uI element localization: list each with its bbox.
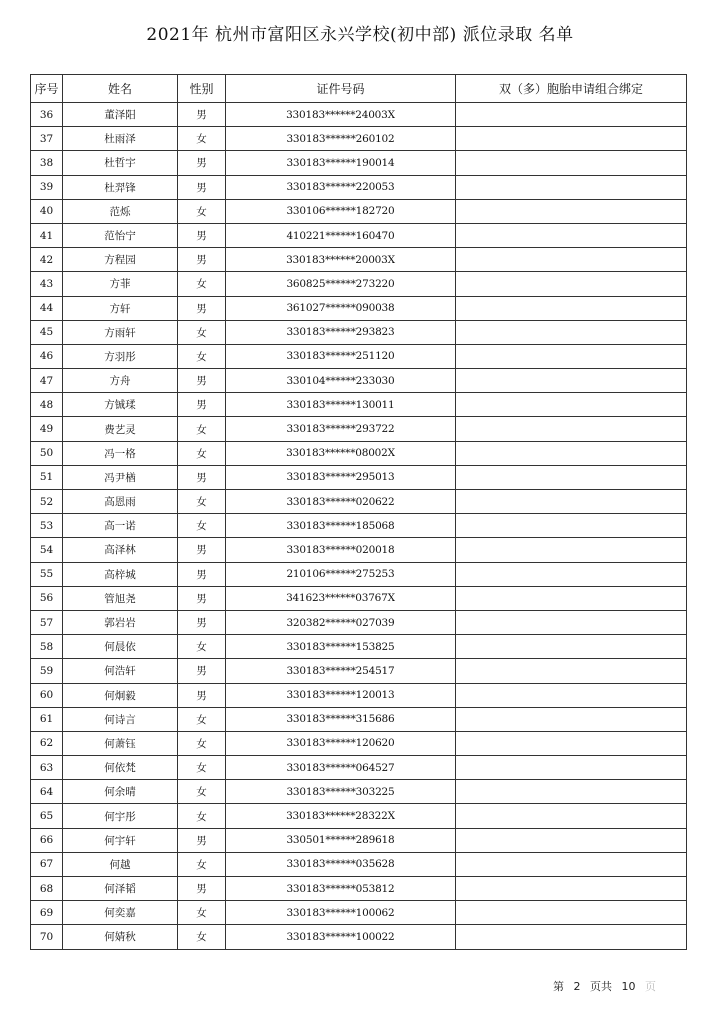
- row-number: 65: [31, 804, 63, 828]
- table-row: [31, 175, 687, 199]
- student-name: 何越: [63, 852, 178, 876]
- student-name: 何宇彤: [63, 804, 178, 828]
- student-name: 高恩雨: [63, 490, 178, 514]
- student-gender: 女: [178, 804, 226, 828]
- student-gender: 男: [178, 538, 226, 562]
- student-gender: 女: [178, 127, 226, 151]
- row-number: 51: [31, 465, 63, 489]
- table-header-row: [31, 75, 687, 103]
- row-number: 69: [31, 901, 63, 925]
- student-name: 杜雨泽: [63, 127, 178, 151]
- twin-binding: [456, 804, 687, 828]
- twin-binding: [456, 175, 687, 199]
- table-row: [31, 223, 687, 247]
- student-gender: 女: [178, 780, 226, 804]
- row-number: 66: [31, 828, 63, 852]
- row-number: 50: [31, 441, 63, 465]
- table-row: [31, 103, 687, 127]
- row-number: 70: [31, 925, 63, 949]
- row-number: 40: [31, 199, 63, 223]
- twin-binding: [456, 562, 687, 586]
- row-number: 58: [31, 635, 63, 659]
- table-row: [31, 731, 687, 755]
- id-number: 330183******190014: [226, 151, 456, 175]
- student-gender: 男: [178, 683, 226, 707]
- page-current: 2: [573, 980, 581, 993]
- table-row: [31, 514, 687, 538]
- table-row: [31, 490, 687, 514]
- student-gender: 男: [178, 369, 226, 393]
- student-name: 冯尹楢: [63, 465, 178, 489]
- id-number: 330183******28322X: [226, 804, 456, 828]
- table-row: [31, 369, 687, 393]
- twin-binding: [456, 635, 687, 659]
- student-gender: 女: [178, 514, 226, 538]
- id-number: 330183******295013: [226, 465, 456, 489]
- table-row: [31, 901, 687, 925]
- student-name: 高梓城: [63, 562, 178, 586]
- page-title: 2021年 杭州市富阳区永兴学校(初中部) 派位录取 名单: [146, 25, 574, 45]
- id-number: 330183******064527: [226, 756, 456, 780]
- header-twin-binding: 双（多）胞胎申请组合绑定: [456, 75, 687, 103]
- student-gender: 男: [178, 248, 226, 272]
- header-gender: 性别: [178, 75, 226, 103]
- table-row: [31, 635, 687, 659]
- student-name: 何浩轩: [63, 659, 178, 683]
- twin-binding: [456, 610, 687, 634]
- page-prefix: 第: [553, 980, 564, 993]
- table-row: [31, 538, 687, 562]
- twin-binding: [456, 103, 687, 127]
- header-id-number: 证件号码: [226, 75, 456, 103]
- row-number: 56: [31, 586, 63, 610]
- student-gender: 男: [178, 877, 226, 901]
- twin-binding: [456, 223, 687, 247]
- twin-binding: [456, 925, 687, 949]
- student-name: 管旭尧: [63, 586, 178, 610]
- id-number: 410221******160470: [226, 223, 456, 247]
- row-number: 63: [31, 756, 63, 780]
- header-name: 姓名: [63, 75, 178, 103]
- student-name: 方舟: [63, 369, 178, 393]
- row-number: 44: [31, 296, 63, 320]
- student-name: 高一诺: [63, 514, 178, 538]
- page-footer: [553, 978, 656, 994]
- twin-binding: [456, 151, 687, 175]
- id-number: 330183******20003X: [226, 248, 456, 272]
- twin-binding: [456, 441, 687, 465]
- id-number: 330183******24003X: [226, 103, 456, 127]
- student-name: 范怡宁: [63, 223, 178, 247]
- table-row: [31, 320, 687, 344]
- row-number: 55: [31, 562, 63, 586]
- student-gender: 女: [178, 199, 226, 223]
- table-row: [31, 127, 687, 151]
- table-row: [31, 659, 687, 683]
- id-number: 330183******315686: [226, 707, 456, 731]
- id-number: 330183******120620: [226, 731, 456, 755]
- student-gender: 女: [178, 731, 226, 755]
- row-number: 68: [31, 877, 63, 901]
- id-number: 330183******130011: [226, 393, 456, 417]
- student-gender: 男: [178, 151, 226, 175]
- table-row: [31, 248, 687, 272]
- row-number: 45: [31, 320, 63, 344]
- twin-binding: [456, 490, 687, 514]
- twin-binding: [456, 901, 687, 925]
- row-number: 67: [31, 852, 63, 876]
- student-name: 方铖瑈: [63, 393, 178, 417]
- student-gender: 男: [178, 586, 226, 610]
- row-number: 39: [31, 175, 63, 199]
- twin-binding: [456, 659, 687, 683]
- table-row: [31, 804, 687, 828]
- id-number: 361027******090038: [226, 296, 456, 320]
- twin-binding: [456, 514, 687, 538]
- twin-binding: [456, 296, 687, 320]
- twin-binding: [456, 731, 687, 755]
- student-gender: 女: [178, 901, 226, 925]
- student-gender: 女: [178, 635, 226, 659]
- row-number: 46: [31, 344, 63, 368]
- twin-binding: [456, 320, 687, 344]
- student-gender: 男: [178, 393, 226, 417]
- id-number: 330104******233030: [226, 369, 456, 393]
- student-gender: 女: [178, 490, 226, 514]
- table-row: [31, 151, 687, 175]
- row-number: 64: [31, 780, 63, 804]
- twin-binding: [456, 877, 687, 901]
- twin-binding: [456, 417, 687, 441]
- row-number: 41: [31, 223, 63, 247]
- twin-binding: [456, 683, 687, 707]
- student-gender: 男: [178, 828, 226, 852]
- twin-binding: [456, 828, 687, 852]
- student-name: 何泽韬: [63, 877, 178, 901]
- row-number: 53: [31, 514, 63, 538]
- id-number: 330183******035628: [226, 852, 456, 876]
- table-row: [31, 465, 687, 489]
- twin-binding: [456, 272, 687, 296]
- table-row: [31, 756, 687, 780]
- student-name: 郭岩岩: [63, 610, 178, 634]
- id-number: 320382******027039: [226, 610, 456, 634]
- id-number: 330183******254517: [226, 659, 456, 683]
- twin-binding: [456, 344, 687, 368]
- twin-binding: [456, 538, 687, 562]
- table-row: [31, 586, 687, 610]
- student-gender: 男: [178, 103, 226, 127]
- admission-table: [30, 74, 687, 950]
- twin-binding: [456, 393, 687, 417]
- student-gender: 女: [178, 852, 226, 876]
- student-gender: 男: [178, 175, 226, 199]
- id-number: 330183******120013: [226, 683, 456, 707]
- id-number: 330183******293722: [226, 417, 456, 441]
- row-number: 60: [31, 683, 63, 707]
- row-number: 37: [31, 127, 63, 151]
- row-number: 38: [31, 151, 63, 175]
- id-number: 330183******053812: [226, 877, 456, 901]
- student-name: 费艺灵: [63, 417, 178, 441]
- twin-binding: [456, 780, 687, 804]
- student-name: 何奕嘉: [63, 901, 178, 925]
- row-number: 49: [31, 417, 63, 441]
- student-gender: 男: [178, 610, 226, 634]
- id-number: 330183******303225: [226, 780, 456, 804]
- table-row: [31, 441, 687, 465]
- table-row: [31, 780, 687, 804]
- id-number: 330183******100022: [226, 925, 456, 949]
- id-number: 330183******260102: [226, 127, 456, 151]
- row-number: 52: [31, 490, 63, 514]
- student-name: 范烁: [63, 199, 178, 223]
- student-name: 杜羿锋: [63, 175, 178, 199]
- id-number: 330183******100062: [226, 901, 456, 925]
- table-row: [31, 828, 687, 852]
- row-number: 47: [31, 369, 63, 393]
- student-name: 高泽林: [63, 538, 178, 562]
- student-name: 何晨依: [63, 635, 178, 659]
- twin-binding: [456, 756, 687, 780]
- table-row: [31, 393, 687, 417]
- id-number: 330183******020018: [226, 538, 456, 562]
- student-gender: 女: [178, 272, 226, 296]
- student-name: 何炯毅: [63, 683, 178, 707]
- twin-binding: [456, 248, 687, 272]
- header-number: 序号: [31, 75, 63, 103]
- id-number: 330183******185068: [226, 514, 456, 538]
- student-name: 何婧秋: [63, 925, 178, 949]
- table-row: [31, 877, 687, 901]
- student-name: 方雨轩: [63, 320, 178, 344]
- student-name: 何诗言: [63, 707, 178, 731]
- student-gender: 女: [178, 925, 226, 949]
- twin-binding: [456, 465, 687, 489]
- id-number: 330183******153825: [226, 635, 456, 659]
- id-number: 330183******220053: [226, 175, 456, 199]
- twin-binding: [456, 586, 687, 610]
- table-row: [31, 852, 687, 876]
- row-number: 61: [31, 707, 63, 731]
- table-row: [31, 707, 687, 731]
- table-row: [31, 296, 687, 320]
- twin-binding: [456, 369, 687, 393]
- student-gender: 女: [178, 320, 226, 344]
- student-gender: 男: [178, 465, 226, 489]
- table-row: [31, 199, 687, 223]
- id-number: 210106******275253: [226, 562, 456, 586]
- twin-binding: [456, 707, 687, 731]
- student-name: 杜哲宇: [63, 151, 178, 175]
- table-row: [31, 344, 687, 368]
- row-number: 59: [31, 659, 63, 683]
- table-row: [31, 610, 687, 634]
- id-number: 330501******289618: [226, 828, 456, 852]
- row-number: 48: [31, 393, 63, 417]
- table-row: [31, 683, 687, 707]
- table-row: [31, 562, 687, 586]
- row-number: 57: [31, 610, 63, 634]
- student-name: 方程园: [63, 248, 178, 272]
- student-gender: 女: [178, 707, 226, 731]
- row-number: 43: [31, 272, 63, 296]
- twin-binding: [456, 199, 687, 223]
- twin-binding: [456, 127, 687, 151]
- page-total: 10: [621, 980, 636, 993]
- student-gender: 女: [178, 756, 226, 780]
- student-name: 方菲: [63, 272, 178, 296]
- page-suffix: 页: [645, 980, 656, 993]
- student-name: 何余晴: [63, 780, 178, 804]
- row-number: 62: [31, 731, 63, 755]
- student-gender: 男: [178, 223, 226, 247]
- id-number: 341623******03767X: [226, 586, 456, 610]
- student-gender: 女: [178, 344, 226, 368]
- id-number: 330183******293823: [226, 320, 456, 344]
- student-name: 何依梵: [63, 756, 178, 780]
- student-gender: 男: [178, 296, 226, 320]
- student-name: 何宇轩: [63, 828, 178, 852]
- id-number: 330183******08002X: [226, 441, 456, 465]
- id-number: 360825******273220: [226, 272, 456, 296]
- table-row: [31, 925, 687, 949]
- twin-binding: [456, 852, 687, 876]
- student-gender: 女: [178, 441, 226, 465]
- page-middle: 页共: [590, 980, 612, 993]
- table-row: [31, 272, 687, 296]
- student-gender: 女: [178, 417, 226, 441]
- table-row: [31, 417, 687, 441]
- student-name: 董泽阳: [63, 103, 178, 127]
- student-name: 方轩: [63, 296, 178, 320]
- row-number: 42: [31, 248, 63, 272]
- id-number: 330183******020622: [226, 490, 456, 514]
- row-number: 36: [31, 103, 63, 127]
- student-name: 何萧钰: [63, 731, 178, 755]
- student-gender: 男: [178, 562, 226, 586]
- row-number: 54: [31, 538, 63, 562]
- id-number: 330106******182720: [226, 199, 456, 223]
- id-number: 330183******251120: [226, 344, 456, 368]
- student-gender: 男: [178, 659, 226, 683]
- student-name: 冯一格: [63, 441, 178, 465]
- student-name: 方羽彤: [63, 344, 178, 368]
